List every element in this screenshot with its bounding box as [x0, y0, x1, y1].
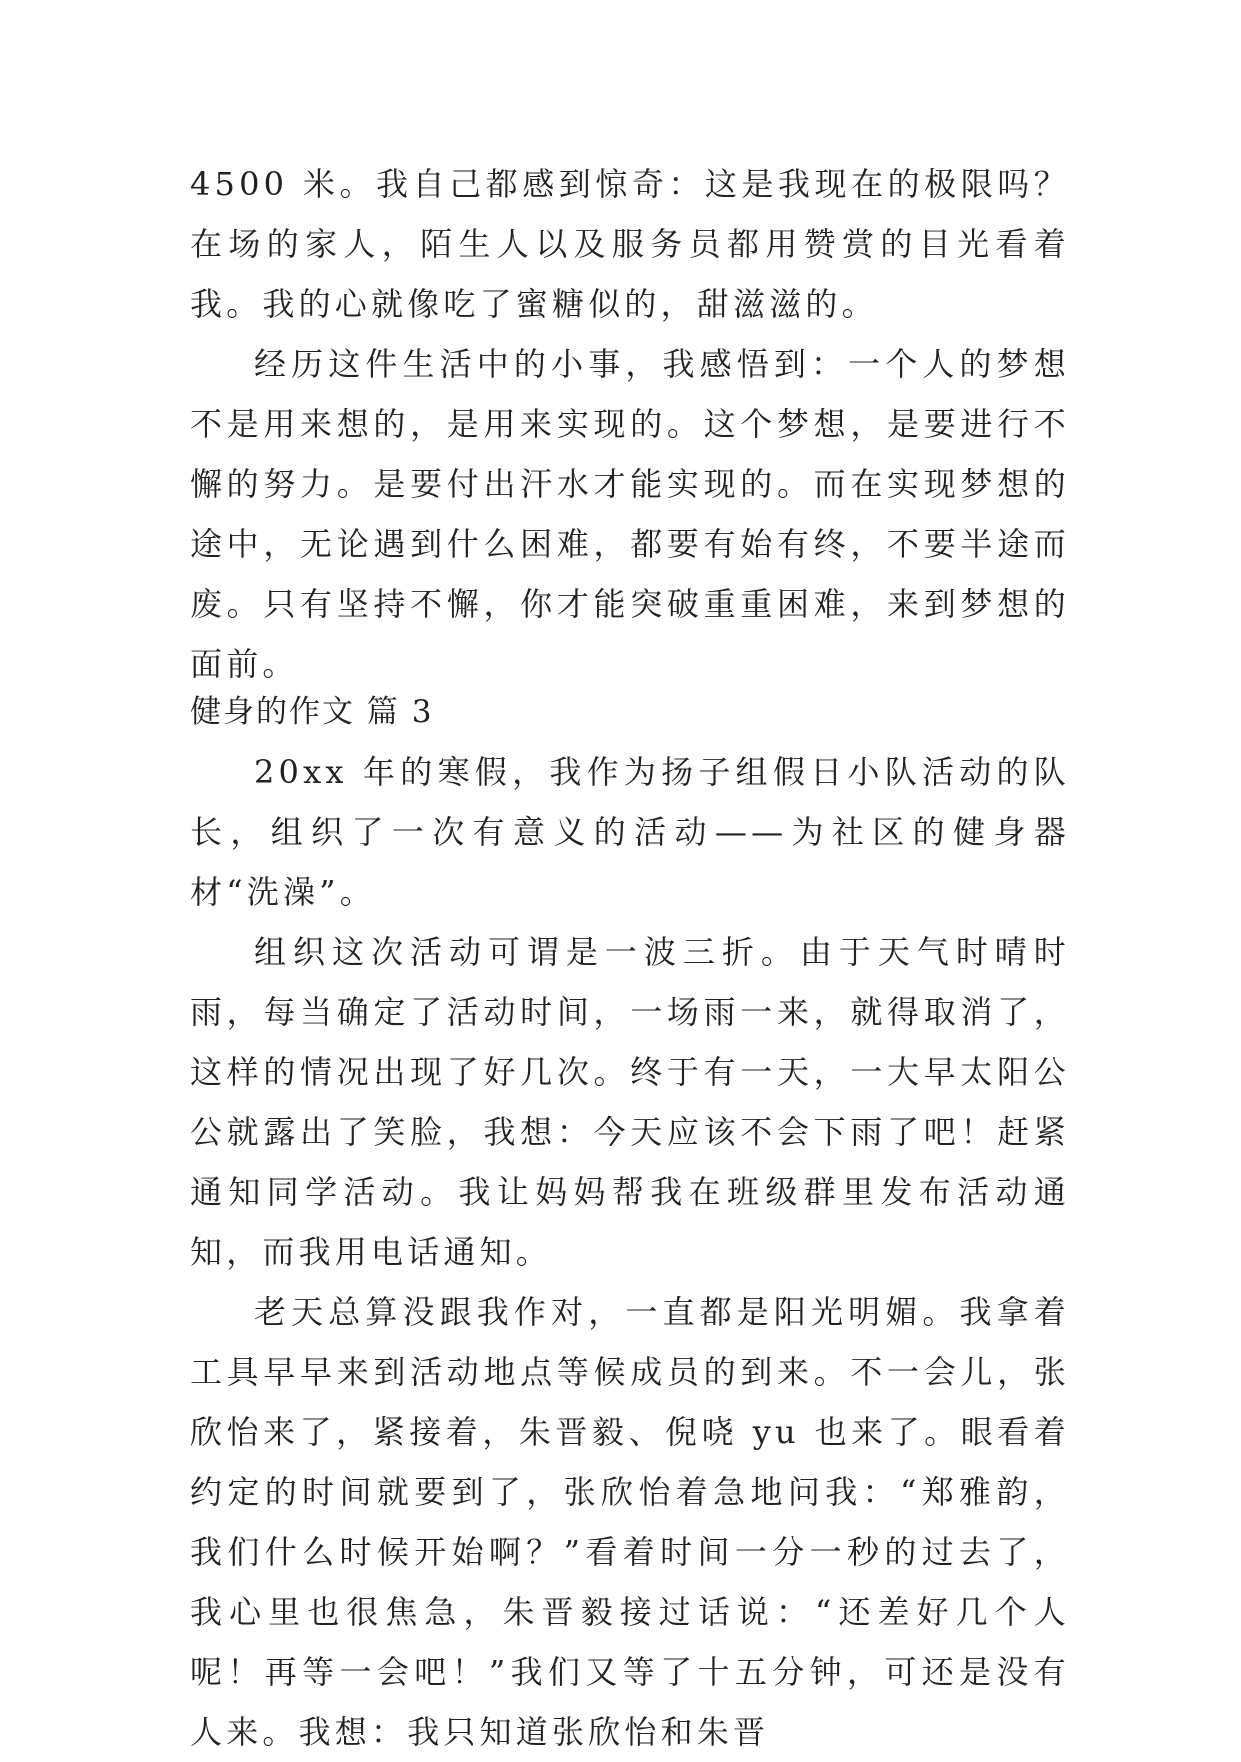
paragraph-reflection: 经历这件生活中的小事，我感悟到：一个人的梦想不是用来想的，是用来实现的。这个梦想，是要进行不懈的努力。是要付出汗水才能实现的。而在实现梦想的途中，无论遇到什么困难，都要有始有终，不要半途而废。只有坚持不懈，你才能突破重重困难，来到梦想的面前。 — [190, 345, 1070, 683]
section-heading: 健身的作文 篇 3 — [190, 694, 434, 730]
paragraph-continued: 4500 米。我自己都感到惊奇：这是我现在的极限吗？在场的家人，陌生人以及服务员都用赞赏的目光看着我。我的心就像吃了蜜糖似的，甜滋滋的。 — [190, 165, 1070, 323]
section-1-body — [190, 154, 1070, 694]
paragraph-planning: 组织这次活动可谓是一波三折。由于天气时晴时雨，每当确定了活动时间，一场雨一来，就得取消了，这样的情况出现了好几次。终于有一天，一大早太阳公公就露出了笑脸，我想：今天应该不会下雨了吧！赶紧通知同学活动。我让妈妈帮我在班级群里发布活动通知，而我用电话通知。 — [190, 933, 1070, 1271]
paragraph-activity-day: 老天总算没跟我作对，一直都是阳光明媚。我拿着工具早早来到活动地点等候成员的到来。不一会儿，张欣怡来了，紧接着，朱晋毅、倪哓 yu 也来了。眼看着约定的时间就要到了，张欣怡着急地问我：“郑雅韵，我们什么时候开始啊？”看着时间一分一秒的过去了，我心里也很焦急，朱晋毅接过话说：“还差好几个人呢！再等一会吧！”我们又等了十五分钟，可还是没有人来。我想：我只知道张欣怡和朱晋 — [190, 1293, 1070, 1751]
section-2-body — [190, 742, 1070, 1762]
paragraph-intro: 20xx 年的寒假，我作为扬子组假日小队活动的队长，组织了一次有意义的活动——为社区的健身器材“洗澡”。 — [190, 753, 1070, 911]
